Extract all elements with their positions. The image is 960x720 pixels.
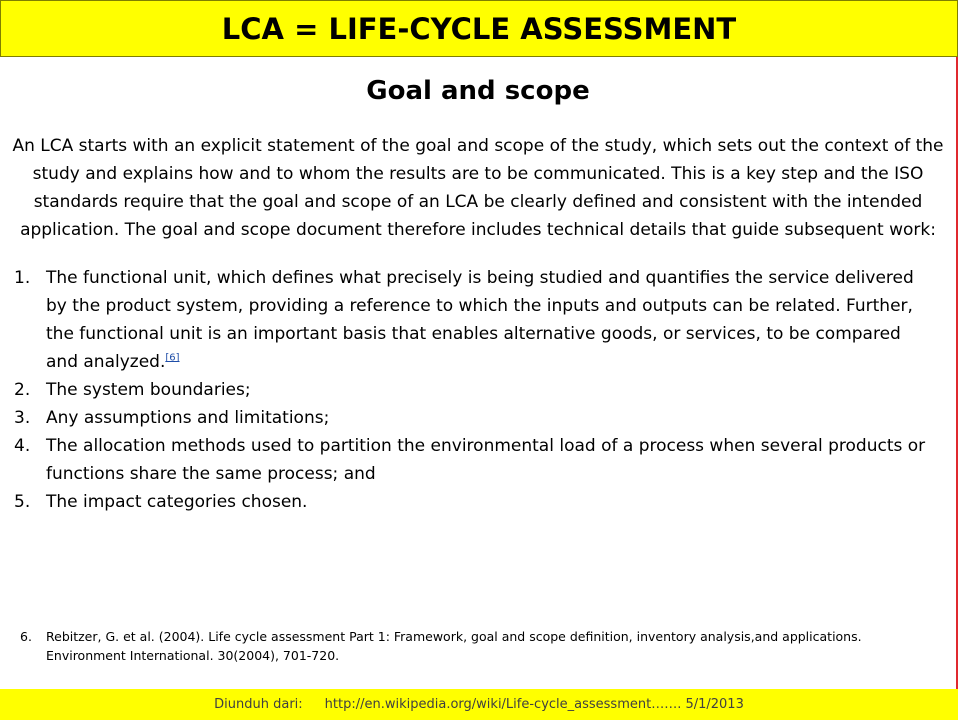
footnote-text: Rebitzer, G. et al. (2004). Life cycle assessment Part 1: Framework, goal and scope definition, inventory analysis,and applications. Environment International. 30(2004), 701-720. — [46, 629, 862, 663]
list-item-number: 3. — [14, 408, 31, 428]
list-item — [8, 432, 948, 488]
footer-source-link[interactable]: http://en.wikipedia.org/wiki/Life-cycle_assessment……. 5/1/2013 — [324, 697, 744, 712]
title-bar — [0, 0, 958, 57]
footer-bar — [0, 689, 958, 720]
right-border-line — [956, 57, 958, 689]
footnote — [20, 627, 940, 665]
list-item-number: 5. — [14, 492, 31, 512]
list-item — [8, 488, 948, 516]
list-item-text: The allocation methods used to partition the environmental load of a process when several products or functions share the same process; and — [46, 436, 926, 484]
list-item-text: Any assumptions and limitations; — [46, 408, 330, 428]
footer-label: Diunduh dari: — [214, 697, 303, 712]
section-heading: Goal and scope — [366, 76, 590, 106]
list-item — [8, 264, 948, 376]
list-item — [8, 376, 948, 404]
list-item-body: The functional unit, which defines what precisely is being studied and quantifies the service delivered by the product system, providing a reference to which the inputs and outputs can be related. Further, the functional unit is an important basis that enables alternative goods, or services, to be compared and analyzed. — [46, 268, 914, 372]
list-item — [8, 404, 948, 432]
reference-link[interactable]: [6] — [165, 352, 180, 364]
list-item-number: 1. — [14, 268, 31, 288]
list-item-number: 2. — [14, 380, 31, 400]
scope-details-list — [8, 264, 948, 516]
footnote-number: 6. — [20, 629, 32, 644]
list-item-number: 4. — [14, 436, 31, 456]
list-item-text — [46, 264, 948, 376]
intro-paragraph: An LCA starts with an explicit statement of the goal and scope of the study, which sets out the context of the study and explains how and to whom the results are to be communicated. This is a key step and the ISO standards require that the goal and scope of an LCA be clearly defined and consistent with the intended application. The goal and scope document therefore includes technical details that guide subsequent work: — [12, 136, 944, 240]
list-item-text: The impact categories chosen. — [46, 492, 308, 512]
list-item-text: The system boundaries; — [46, 380, 251, 400]
slide-content — [8, 72, 948, 516]
slide-title: LCA = LIFE-CYCLE ASSESSMENT — [221, 11, 737, 46]
